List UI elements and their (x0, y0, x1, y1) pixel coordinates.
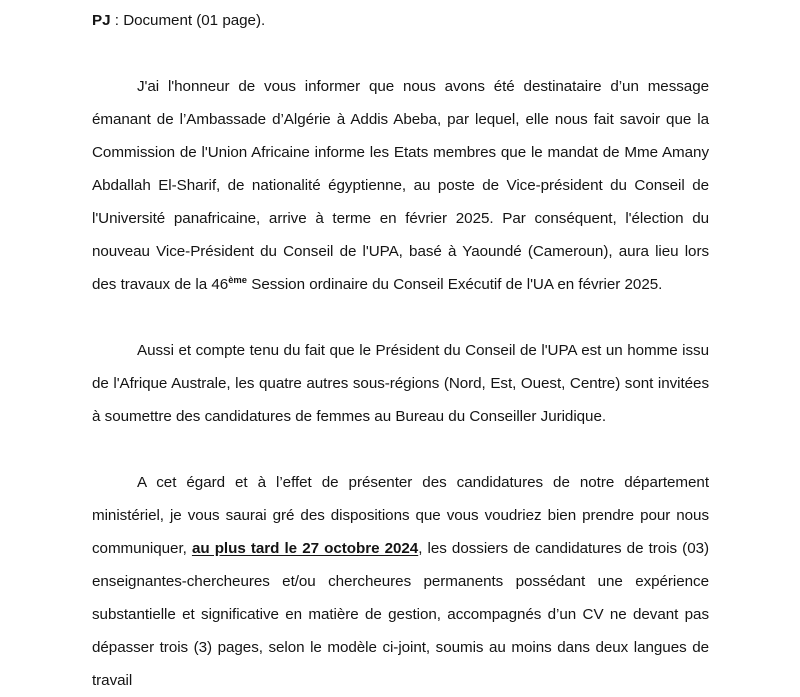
paragraph-1 (92, 70, 709, 301)
document-text-column (92, 0, 709, 697)
attachment-text: : Document (01 page). (110, 12, 266, 29)
paragraph-3-part-3: , les dossiers de candidatures de trois (03) enseignantes-chercheures et/ou chercheures permanents possédant une expérience substantielle et significative en matière de gestion, accompagnés d’un CV ne devant pas dépasser trois (3) pages, selon le modèle ci-joint, soumis au moins dans deux langues de travail (92, 540, 709, 689)
paragraph-1-part-3: Session ordinaire du Conseil Exécutif de l'UA en février 2025. (247, 276, 663, 293)
paragraph-3-part-1: A cet égard et à l’effet de présenter des candidatures de notre département ministériel, je vous saurai gré des dispositions que vous voudriez bien prendre pour nous communiquer, (92, 474, 709, 557)
paragraph-1-part-1: J'ai l'honneur de vous informer que nous avons été destinataire d’un message émanant de l’Ambassade d’Algérie à Addis Abeba, par lequel, elle nous fait savoir que la Commission de l'Union Africaine informe les Etats membres que le mandat de Mme Amany Abdallah El-Sharif, de nationalité égyptienne, au poste de Vice-président du Conseil de l'Université panafricaine, arrive à terme en février 2025. Par conséquent, l'élection du nouveau Vice-Président du Conseil de l'UPA, basé à Yaoundé (Cameroun), aura lieu lors des travaux de la 46 (92, 78, 709, 293)
paragraph-2-text: Aussi et compte tenu du fait que le Président du Conseil de l'UPA est un homme issu de l'Afrique Australe, les quatre autres sous-régions (Nord, Est, Ouest, Centre) sont invitées à soumettre des candidatures de femmes au Bureau du Conseiller Juridique. (92, 342, 709, 425)
attachment-label: PJ (92, 12, 111, 29)
paragraph-spacer-1 (92, 37, 709, 70)
attachment-line (92, 0, 709, 37)
paragraph-3 (92, 466, 709, 697)
paragraph-spacer-2 (92, 301, 709, 334)
paragraph-2 (92, 334, 709, 433)
ordinal-suffix: ème (228, 273, 248, 285)
deadline-emphasis: au plus tard le 27 octobre 2024 (191, 540, 419, 557)
